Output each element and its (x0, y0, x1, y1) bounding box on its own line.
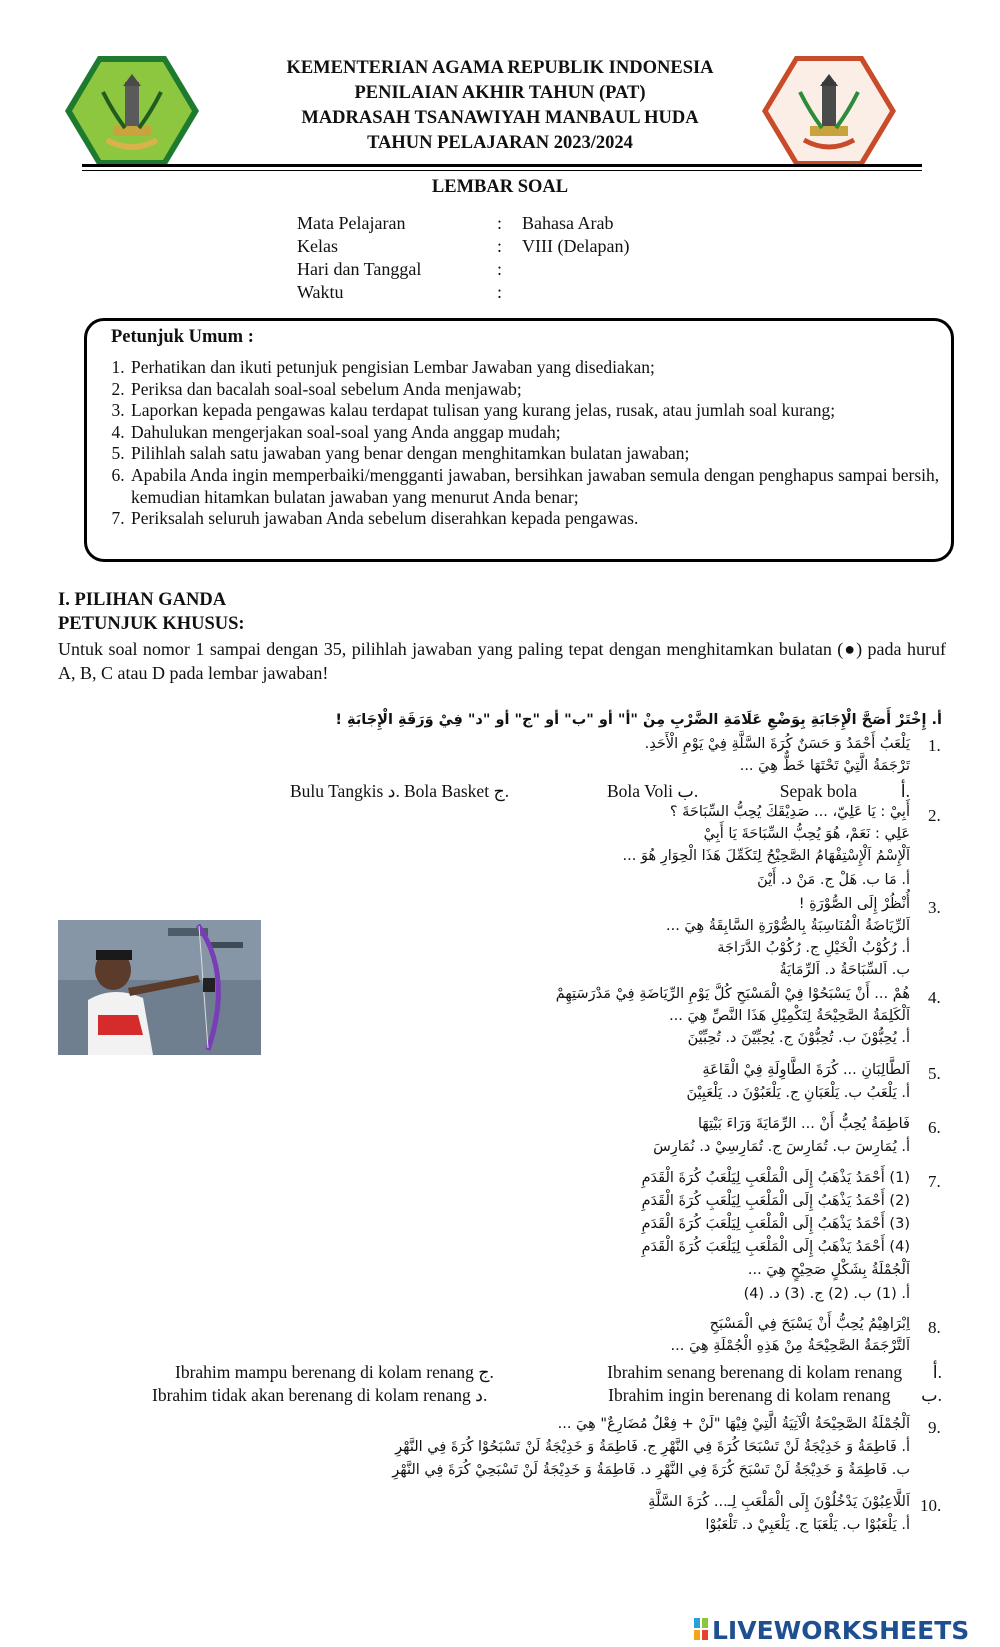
general-instructions-title: Petunjuk Umum : (111, 327, 254, 347)
instruction-item: 2. Periksa dan bacalah soal-soal sebelum Anda menjawab; (129, 379, 949, 401)
option-b[interactable]: Ibrahim ingin berenang di kolam renang ب. (608, 1385, 942, 1405)
question-number: 8. (928, 1318, 941, 1337)
instruction-item: 7. Periksalah seluruh jawaban Anda sebelum diserahkan kepada pengawas. (129, 508, 949, 530)
question-text: اَلرِّيَاضَةُ الْمُنَاسِبَةُ بِالصُّوْرَةِ السَّابِقَةُ هِيَ ... (666, 918, 910, 934)
answer-options[interactable]: أ. فَاطِمَةُ وَ خَدِيْجَةُ لَنْ تَسْبَحَا كُرَةَ فِي النَّهْرِ ج. فَاطِمَةُ وَ خَدِيْجَةُ لَنْ تَسْبَحُوْا كُرَةَ فِي النَّهْرِ (395, 1439, 910, 1455)
question-text: أَبِيْ : يَا عَلِيّ، ... صَدِيْقَكَ يُحِبُّ السِّبَاحَةَ ؟ (669, 804, 910, 820)
question-text: اَلتَّرْجَمَةُ الصَّحِيْحَةُ مِنْ هَذِهِ الْجُمْلَةِ هِيَ ... (670, 1338, 910, 1354)
archer-photo (58, 920, 261, 1055)
question-text: اَلْكَلِمَةُ الصَّحِيْحَةُ لِتَكْمِيْلِ هَذَا النَّصِّ هِيَ ... (669, 1008, 910, 1024)
question-text: اَلْإِسْمُ اَلْإِسْتِفْهَامُ الصَّحِيْحُ لِتَكَمِّلَ هَذَا الْحِوَارِ هُوَ ... (622, 848, 910, 864)
liveworksheets-logo (692, 1614, 992, 1642)
question-number: 9. (928, 1418, 941, 1437)
answer-options[interactable]: أ. يَلْعَبُ ب. يَلْعَبَانِ ج. يَلْعَبُوْنَ د. يَلْعَبِيْنَ (686, 1085, 910, 1101)
header-ministry: KEMENTERIAN AGAMA REPUBLIK INDONESIA (286, 58, 714, 78)
header-rule-thick (82, 164, 922, 167)
question-text: اَلْجُمْلَةُ الصَّحِيْحَةُ الْآتِيَةُ الَّتِيْ فِيْهَا "لَنْ + فِعْلٌ مُضَارِعٌ" هِيَ ... (557, 1416, 910, 1432)
header-rule-thin (82, 170, 922, 171)
instruction-item: 1. Perhatikan dan ikuti petunjuk pengisian Lembar Jawaban yang disediakan; (129, 357, 949, 379)
question-number: 1. (928, 736, 941, 755)
question-number: 2. (928, 806, 941, 825)
answer-options[interactable]: أ. يَلْعَبُوْا ب. يَلْعَبَا ج. يَلْعَبِيْ د. تَلْعَبُوْا (705, 1517, 910, 1533)
option-b[interactable]: Bola Voli ب. (607, 781, 699, 801)
question-text: تَرْجَمَةُ الَّتِيْ تَحْتَهَا خَطٌّ هِيَ ... (739, 758, 910, 774)
question-number: 6. (928, 1118, 941, 1137)
answer-options[interactable]: أ. (1) ب. (2) ج. (3) د. (4) (743, 1286, 910, 1302)
question-text: يَلْعَبُ أَحْمَدُ وَ حَسَنٌ كُرَةَ السَّلَّةِ فِيْ يَوْمِ الْأَحَدِ. (644, 736, 910, 752)
svg-text:LIVEWORKSHEETS: LIVEWORKSHEETS (712, 1616, 970, 1642)
answer-options[interactable]: ب. فَاطِمَةُ وَ خَدِيْجَةُ لَنْ تَسْبَحَ كُرَةَ فِي النَّهْرِ د. فَاطِمَةُ وَ خَدِيْجَةُ لَنْ تَسْبَحِيْ كُرَةَ فِي النَّهْرِ (392, 1462, 910, 1478)
header-year: TAHUN PELAJARAN 2023/2024 (367, 133, 633, 153)
general-instructions-box (84, 318, 954, 562)
question-text: اَلطَّالِبَانِ ... كُرَةَ الطَّاوِلَةِ فِيْ الْقَاعَةِ (702, 1062, 910, 1078)
question-text: (1) أَحْمَدُ يَذْهَبُ إِلَى الْمَلْعَبِ لِيَلْعَبُ كُرَةَ الْقَدَمِ (641, 1170, 910, 1186)
general-instructions-list (109, 357, 949, 530)
answer-options[interactable]: أ. يُحِبُّوْنَ ب. تُحِبُّوْنَ ج. يُحِبِّيْنَ د. تُحِبِّيْنَ (687, 1030, 910, 1046)
question-text: أُنْظُرْ إِلَى الصُّوْرَةِ ! (798, 896, 910, 912)
answer-options[interactable]: أ. يُمَارِسَ ب. تُمَارِسَ ج. تُمَارِسِيْ د. نُمَارِسَ (653, 1139, 910, 1155)
question-text: (3) أَحْمَدُ يَذْهَبُ إِلَى الْمَلْعَبِ لِيَلْعَبَ كُرَةَ الْقَدَمِ (641, 1216, 910, 1232)
question-text: اِبْرَاهِيْمُ يُحِبُّ أَنْ يَسْبَحَ فِي الْمَسْبَحِ (709, 1316, 910, 1332)
page-title: LEMBAR SOAL (431, 177, 569, 197)
question-text: (2) أَحْمَدُ يَذْهَبُ إِلَى الْمَلْعَبِ لِيَلْعَبِ كُرَةَ الْقَدَمِ (641, 1193, 910, 1209)
question-text: (4) أَحْمَدُ يَذْهَبُ إِلَى الْمَلْعَبِ لِيَلْعَبَ كُرَةَ الْقَدَمِ (641, 1239, 910, 1255)
question-number: 10. (920, 1496, 942, 1515)
option-d[interactable]: Ibrahim tidak akan berenang di kolam renang د. (152, 1385, 488, 1405)
question-text: اَلْجُمْلَةُ بِشَكْلٍ صَحِيْحٍ هِيَ ... (747, 1262, 910, 1278)
question-number: 4. (928, 988, 941, 1007)
instruction-item: 4. Dahulukan mengerjakan soal-soal yang Anda anggap mudah; (129, 422, 949, 444)
option-c[interactable]: Ibrahim mampu berenang di kolam renang ج. (175, 1362, 494, 1382)
option-c[interactable]: Bola Basket ج. (404, 781, 510, 801)
section-heading: I. PILIHAN GANDA (58, 590, 227, 610)
question-number: 7. (928, 1172, 941, 1191)
instruction-item: 5. Pilihlah salah satu jawaban yang benar dengan menghitamkan bulatan jawaban; (129, 443, 949, 465)
header-school: MADRASAH TSANAWIYAH MANBAUL HUDA (301, 108, 699, 128)
answer-options[interactable]: أ. مَا ب. هَلْ ج. مَنْ د. أَيْنَ (757, 872, 910, 888)
instruction-item: 6. Apabila Anda ingin memperbaiki/mengganti jawaban, bersihkan jawaban semula dengan penghapus sampai bersih, kemudian hitamkan bulatan jawaban yang menurut Anda benar; (129, 465, 949, 508)
instruction-item: 3. Laporkan kepada pengawas kalau terdapat tulisan yang kurang jelas, rusak, atau jumlah soal kurang; (129, 400, 949, 422)
question-text: هُمْ ... أَنْ يَسْبَحُوْا فِيْ الْمَسْبَحِ كُلَّ يَوْمِ الرِّيَاضَةِ فِيْ مَدْرَسَتِهِمْ (555, 986, 910, 1002)
answer-options[interactable]: ب. اَلسِّبَاحَةُ د. اَلرِّمَايَةُ (779, 962, 910, 978)
option-d[interactable]: Bulu Tangkis د. (290, 781, 400, 801)
question-number: 3. (928, 898, 941, 917)
option-a[interactable]: Sepak bola أ. (779, 781, 910, 801)
section-subheading: PETUNJUK KHUSUS: (58, 614, 245, 634)
option-a[interactable]: Ibrahim senang berenang di kolam renang أ. (607, 1362, 942, 1382)
question-text: اَللَّاعِبُوْنَ يَدْخُلُوْنَ إِلَى الْمَلْعَبِ لِـ... كُرَةَ السَّلَّةِ (648, 1494, 910, 1510)
question-number: 5. (928, 1064, 941, 1083)
header-exam: PENILAIAN AKHIR TAHUN (PAT) (354, 83, 646, 103)
arabic-instruction: أ. إِخْتَرْ أَصَحَّ الْإِجَابَةِ بِوَضْعِ عَلَامَةِ الضَّرْبِ مِنْ "أ" أو "ب" أو "ج" أو "د" فِيْ وَرَقَةِ الْإِجَابَةِ ! (335, 712, 942, 728)
section-instructions: Untuk soal nomor 1 sampai dengan 35, pilihlah jawaban yang paling tepat dengan menghitamkan bulatan (●) pada huruf A, B, C atau D pada lembar jawaban! (58, 639, 946, 683)
question-text: عَلِي : نَعَمْ، هُوَ يُحِبُّ السِّبَاحَةَ يَا أَبِيْ (703, 826, 910, 842)
question-text: فَاطِمَةُ يُحِبُّ أَنْ ... الرِّمَايَةَ وَرَاءَ بَيْتِهَا (697, 1116, 910, 1132)
answer-options[interactable]: أ. رُكُوْبُ الْخَيْلِ ج. رُكُوْبُ الدَّرَاجَة (717, 940, 910, 956)
